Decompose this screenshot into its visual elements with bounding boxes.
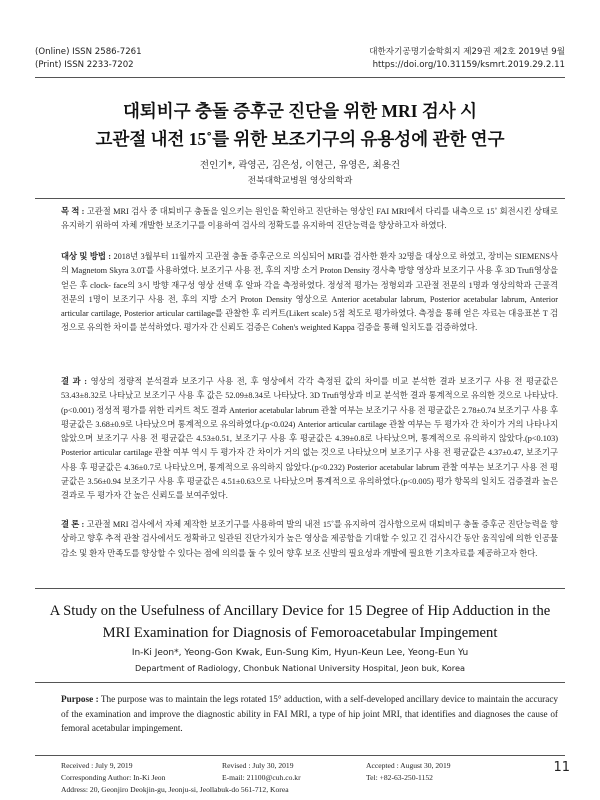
received-date: Received : July 9, 2019 xyxy=(61,761,133,770)
abstract-methods xyxy=(61,250,558,336)
author-email[interactable]: E-mail: 21100@cuh.co.kr xyxy=(222,773,301,782)
header-divider xyxy=(35,77,565,78)
purpose-text: 고관절 MRI 검사 중 대퇴비구 충돌을 일으키는 원인을 확인하고 진단하는 영상인 FAI MRI에서 다리를 내측으로 15˚ 회전시킨 상태로 유지하기 위하여 자체 개발한 보조기구를 이용하여 검사의 정확도를 유지하여 진단능력을 향상하고자 하였다. xyxy=(61,207,559,231)
corresponding-author: Corresponding Author: In-Ki Jeon xyxy=(61,773,166,782)
english-affiliation: Department of Radiology, Chonbuk National University Hospital, Jeon buk, Korea xyxy=(134,663,466,673)
conclusion-label: 결 론 : xyxy=(61,520,85,529)
english-purpose xyxy=(61,692,558,736)
korean-title-line1: 대퇴비구 충돌 증후군 진단을 위한 MRI 검사 시 xyxy=(123,101,477,121)
korean-title-line2: 고관절 내전 15˚를 위한 보조기구의 유용성에 관한 연구 xyxy=(95,129,505,149)
author-address: Address: 20, Geonjiro Deokjin-gu, Jeonju-si, Jeollabuk-do 561-712, Korea xyxy=(61,785,289,794)
abstract-bottom-divider xyxy=(35,588,565,589)
english-abstract-divider xyxy=(35,682,565,683)
english-purpose-label: Purpose : xyxy=(61,694,99,704)
revised-date: Revised : July 30, 2019 xyxy=(222,761,294,770)
abstract-purpose xyxy=(61,205,558,234)
english-authors: In-Ki Jeon*, Yeong-Gon Kwak, Eun-Sung Kim, Hyun-Keun Lee, Yeong-Eun Yu xyxy=(131,648,469,658)
accepted-date: Accepted : August 30, 2019 xyxy=(366,761,451,770)
english-title-line2: MRI Examination for Diagnosis of Femoroacetabular Impingement xyxy=(102,625,498,641)
korean-affiliation: 전북대학교병원 영상의학과 xyxy=(247,176,353,186)
english-title xyxy=(40,600,560,644)
results-label: 결 과 : xyxy=(61,377,87,386)
issn-block xyxy=(35,46,142,72)
english-title-line1: A Study on the Usefulness of Ancillary Device for 15 Degree of Hip Adduction in the xyxy=(49,603,551,619)
page-number: 11 xyxy=(553,760,570,775)
abstract-results xyxy=(61,375,558,504)
author-tel: Tel: +82-63-250-1152 xyxy=(366,773,433,782)
purpose-label: 목 적 : xyxy=(61,207,85,216)
print-issn: (Print) ISSN 2233-7202 xyxy=(35,60,134,70)
methods-text: 2018년 3월부터 11월까지 고관절 충돌 증후군으로 의심되어 MRI를 검사한 환자 32명을 대상으로 하였고, 장비는 SIEMENS사의 Magnetom Skyra 3.0T를 사용하였다. 보조기구 사용 전, 후의 지방 소거 Proton Density 경사축 방향 영상과 보조기구 사용 후 3D Trufi영상을 얻은 후 clock- face의 3시 방향 재구성 영상 선택 후 알파 각을 측정하였다. 정성적 평가는 정형외과 고관절 전문의 1명과 영상의학과 근골격 전문의 1명이 보조기구 사용 전, 후의 지방 소거 Proton Density 영상으로 Anterior acetabular labrum, Posterior acetabular labrum, Anterior articular cartilage, Posterior articular cartilage를 관찰한 후 리커트(Likert scale) 5점 척도로 평가하였다. 측정을 통해 얻은 자료는 대응표본 T 검정으로 유의한 차이를 분석하였다. 평가자 간 신뢰도 검증은 Cohen's weighted Kappa 검증을 통해 일치도를 검증하였다. xyxy=(61,252,558,333)
abstract-top-divider xyxy=(35,198,565,199)
journal-name: 대한자기공명기술학회지 제29권 제2호 2019년 9월 xyxy=(369,47,565,57)
results-text: 영상의 정량적 분석결과 보조기구 사용 전, 후 영상에서 각각 측정된 값의 차이를 비교 분석한 결과 보조기구 사용 전 평균값은 53.43±8.32로 나타났고 보조기구 사용 후 값은 52.09±8.34로 나타났다. 3D Trufi영상과 비교 분석한 결과 통계적으로 유의한 것으로 나타났다.(p<0.001) 정성적 평가를 위한 리커트 척도 결과 Anterior acetabular labrum 관찰 여부는 보조기구 사용 전 평균값은 2.78±0.74 보조기구 사용 후 평균값은 3.68±0.9로 나타났으며 통계적으로 유의하였다.(p<0.024) Anterior articular cartilage 관찰 여부는 두 평가자 간 차이가 거의 나타나지 않았으며 보조기구 사용 전 평균값은 4.53±0.51, 보조기구 사용 후 평균값은 4.39±0.8로 나타났으며, 통계적으로 유의하지 않았다.(p<0.103) Posterior articular cartilage 관찰 여부 역시 두 평가자 간 차이가 거의 없는 것으로 나타났으며 보조기구 사용 전 평균값은 4.37±0.47, 보조기구 사용 후 평균값은 4.36±0.7로 나타났으며, 통계적으로 유의하지 않았다.(p<0.232) Posterior acetabular labrum 관찰 여부는 보조기구 사용 전 평균값은 3.56±0.94 보조기구 사용 후 평균값은 4.51±0.63으로 나타났으며 통계적으로 유의하였다.(p<0.005) 평가 항목의 일치도 검증결과 높은 결과로 두 평가자 간 높은 신뢰도를 보여주었다. xyxy=(61,377,558,501)
abstract-conclusion xyxy=(61,518,558,561)
journal-info xyxy=(369,46,565,72)
korean-title xyxy=(40,97,560,153)
conclusion-text: 고관절 MRI 검사에서 자체 제작한 보조기구를 사용하여 발의 내전 15˚를 유지하여 검사함으로써 대퇴비구 충돌 증후군 진단능력을 향상하고 향후 추적 관찰 검사에서도 정확하고 일관된 진단가치가 높은 영상을 제공함을 기대할 수 있고 긴 검사시간 동안 움직임에 의한 인공물 감소 및 환자 만족도를 향상할 수 있다는 점에 의의를 둘 수 있어 향후 보조 신발의 필요성과 개발에 필요한 기초자료를 제공하고자 한다. xyxy=(61,520,558,558)
doi-link[interactable]: https://doi.org/10.31159/ksmrt.2019.29.2.11 xyxy=(372,60,565,70)
english-purpose-text: The purpose was to maintain the legs rotated 15° adduction, with a self-developed ancillary device to maintain the accuracy of the examination and improve the diagnostic ability in FAI MRI, a type of hip joint MRI, that identifies and diagnoses the cause of femoral acetabular impingement. xyxy=(61,694,558,733)
methods-label: 대상 및 방법 : xyxy=(61,252,112,261)
online-issn: (Online) ISSN 2586-7261 xyxy=(35,47,142,57)
korean-authors: 전인기*, 곽영곤, 김은성, 이현근, 유영은, 최용건 xyxy=(199,160,401,171)
footer-divider xyxy=(35,755,565,756)
